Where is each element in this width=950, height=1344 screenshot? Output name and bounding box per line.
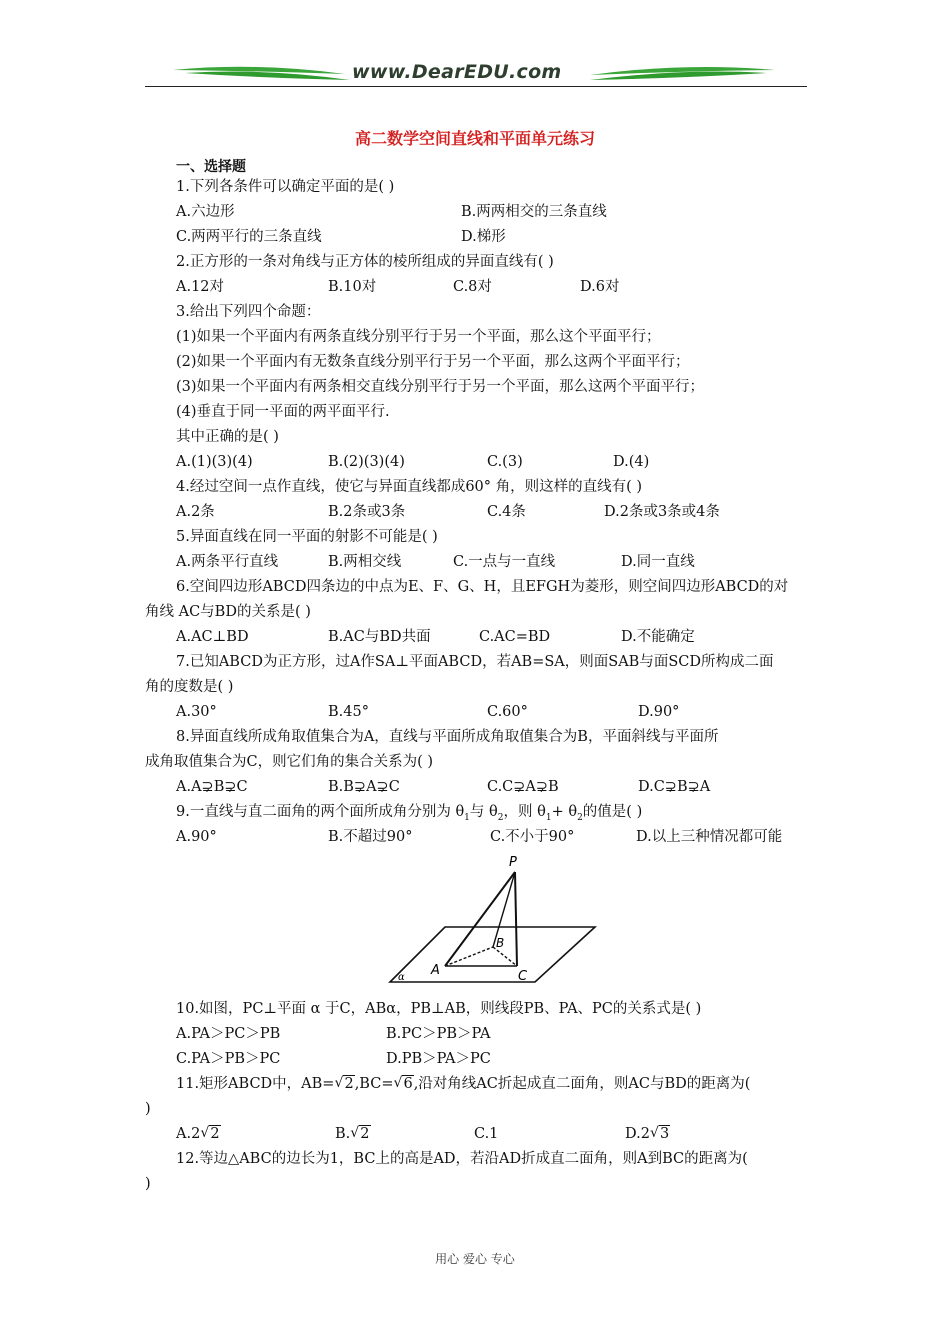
- question-8-line-1: 8.异面直线所成角取值集合为A，直线与平面所成角取值集合为B，平面斜线与平面所: [176, 729, 719, 745]
- option-7a: A.30°: [176, 704, 217, 720]
- option-9a: A.90°: [176, 829, 217, 845]
- label-alpha: α: [398, 972, 405, 983]
- option-4a: A.2条: [176, 504, 215, 520]
- option-2d: D.6对: [580, 279, 620, 295]
- option-10b: B.PC＞PB＞PA: [386, 1026, 491, 1042]
- option-7c: C.60°: [487, 704, 528, 720]
- option-8a: A.A⊋B⊋C: [176, 779, 248, 795]
- label-c: C: [518, 969, 528, 984]
- option-4c: C.4条: [487, 504, 526, 520]
- option-9b: B.不超过90°: [328, 829, 413, 845]
- option-6c: C.AC=BD: [479, 629, 551, 645]
- question-3-prompt: 其中正确的是( ): [176, 429, 279, 445]
- question-5: 5.异面直线在同一平面的射影不可能是( ): [176, 529, 438, 545]
- question-7-line-2: 角的度数是( ): [145, 679, 234, 695]
- question-12-line-2: ): [145, 1176, 151, 1192]
- header-rule: [145, 86, 807, 87]
- option-11a: A.2 √ 2: [176, 1125, 220, 1142]
- question-9: 9.一直线与直二面角的两个面所成角分别为 $\theta_1$与 $\theta_2$，则 $\theta_1+ \theta_2$的值是( ): [176, 804, 643, 823]
- question-10: 10.如图，PC⊥平面 α 于C，ABα，PB⊥AB，则线段PB、PA、PC的关系式是( ): [176, 1001, 702, 1017]
- proposition-1: (1)如果一个平面内有两条直线分别平行于另一个平面，那么这个平面平行；: [176, 329, 661, 345]
- option-4b: B.2条或3条: [328, 504, 406, 520]
- site-logo[interactable]: www.DearEDU.com: [352, 61, 562, 83]
- section-heading: 一、选择题: [176, 159, 246, 175]
- question-11-line-2: ): [145, 1101, 151, 1117]
- option-11b: B. √ 2: [335, 1125, 370, 1142]
- option-11c: C.1: [474, 1126, 499, 1142]
- page-footer: 用心 爱心 专心: [435, 1252, 515, 1266]
- question-4: 4.经过空间一点作直线，使它与异面直线都成60° 角，则这样的直线有( ): [176, 479, 643, 495]
- option-3a: A.(1)(3)(4): [176, 454, 253, 470]
- proposition-3: (3)如果一个平面内有两条相交直线分别平行于另一个平面，那么这两个平面平行；: [176, 379, 705, 395]
- geometry-figure: [385, 852, 600, 987]
- option-1d: D.梯形: [461, 229, 506, 245]
- label-a: A: [431, 963, 440, 978]
- option-10c: C.PA＞PB＞PC: [176, 1051, 281, 1067]
- label-b: B: [496, 936, 505, 950]
- option-8d: D.C⊋B⊋A: [638, 779, 711, 795]
- option-5b: B.两相交线: [328, 554, 402, 570]
- option-2c: C.8对: [453, 279, 492, 295]
- option-2b: B.10对: [328, 279, 377, 295]
- question-11-line-1: 11.矩形ABCD中，AB= √ 2,BC= √ 6,沿对角线AC折起成直二面角，则AC与BD的距离为(: [176, 1075, 751, 1092]
- option-1b: B.两两相交的三条直线: [461, 204, 607, 220]
- plane-alpha: [390, 927, 595, 982]
- proposition-4: (4)垂直于同一平面的两平面平行.: [176, 404, 390, 420]
- option-5a: A.两条平行直线: [176, 554, 279, 570]
- option-8b: B.B⊋A⊋C: [328, 779, 400, 795]
- label-p: P: [509, 855, 517, 870]
- option-8c: C.C⊋A⊋B: [487, 779, 559, 795]
- question-6-line-1: 6.空间四边形ABCD四条边的中点为E、F、G、H，且EFGH为菱形，则空间四边形ABCD的对: [176, 579, 789, 595]
- option-3b: B.(2)(3)(4): [328, 454, 405, 470]
- option-7d: D.90°: [638, 704, 680, 720]
- option-11d: D.2 √ 3: [625, 1125, 670, 1142]
- option-10d: D.PB＞PA＞PC: [386, 1051, 491, 1067]
- option-1c: C.两两平行的三条直线: [176, 229, 322, 245]
- option-9c: C.不小于90°: [490, 829, 575, 845]
- sqrt-symbol: √ 2: [334, 1075, 354, 1092]
- option-6d: D.不能确定: [621, 629, 695, 645]
- option-5c: C.一点与一直线: [453, 554, 556, 570]
- option-5d: D.同一直线: [621, 554, 695, 570]
- option-6b: B.AC与BD共面: [328, 629, 431, 645]
- option-1a: A.六边形: [176, 204, 235, 220]
- question-7-line-1: 7.已知ABCD为正方形，过A作SA⊥平面ABCD，若AB=SA，则面SAB与面SCD所构成二面: [176, 654, 774, 670]
- question-12-line-1: 12.等边△ABC的边长为1，BC上的高是AD，若沿AD折成直二面角，则A到BC的距离为(: [176, 1151, 748, 1167]
- proposition-2: (2)如果一个平面内有无数条直线分别平行于另一个平面，那么这两个平面平行；: [176, 354, 690, 370]
- option-2a: A.12对: [176, 279, 225, 295]
- question-2: 2.正方形的一条对角线与正方体的棱所组成的异面直线有( ): [176, 254, 554, 270]
- option-4d: D.2条或3条或4条: [604, 504, 720, 520]
- segment-pc: [515, 872, 517, 966]
- question-3: 3.给出下列四个命题：: [176, 304, 321, 320]
- question-8-line-2: 成角取值集合为C，则它们角的集合关系为( ): [145, 754, 434, 770]
- option-7b: B.45°: [328, 704, 369, 720]
- page-title: 高二数学空间直线和平面单元练习: [354, 129, 595, 148]
- option-10a: A.PA＞PC＞PB: [176, 1026, 281, 1042]
- option-9d: D.以上三种情况都可能: [636, 829, 783, 845]
- question-1: 1.下列各条件可以确定平面的是( ): [176, 179, 395, 195]
- option-3d: D.(4): [613, 454, 650, 470]
- question-6-line-2: 角线 AC与BD的关系是( ): [145, 604, 311, 620]
- option-3c: C.(3): [487, 454, 523, 470]
- option-6a: A.AC⊥BD: [176, 629, 249, 645]
